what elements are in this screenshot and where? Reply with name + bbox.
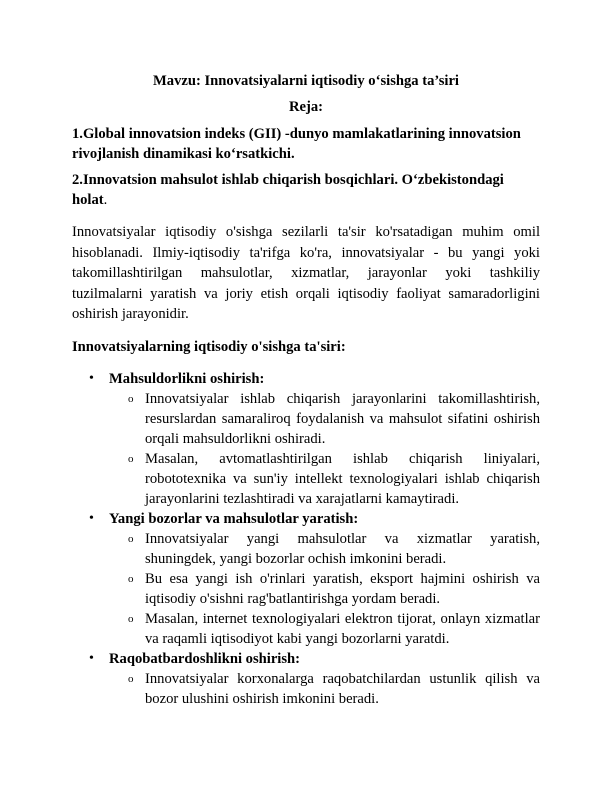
circle-bullet-icon: o xyxy=(128,572,134,585)
circle-bullet-icon: o xyxy=(128,452,134,465)
sub-list-item xyxy=(109,609,540,649)
plan-item-suffix: . xyxy=(103,192,108,208)
sub-list-item xyxy=(109,669,540,709)
document-body xyxy=(72,72,540,709)
sub-item-text: Masalan, internet texnologiyalari elektron tijorat, onlayn xizmatlar va raqamli iqtisodiyot kabi yangi bozorlarni yaratdi. xyxy=(145,610,540,647)
intro-paragraph: Innovatsiyalar iqtisodiy o'sishga sezilarli ta'sir ko'rsatadigan muhim omil hisoblanadi. Ilmiy-iqtisodiy ta'rifga ko'ra, innovatsiyalar - bu yangi yoki takomillashtirilgan mahsulotlar, xizmatlar, jarayonlar yoki tashkiliy tuzilmalarni yaratish va joriy etish orqali iqtisodiy faoliyat samaradorligini oshirish jarayonidir. xyxy=(72,224,540,322)
sub-list-item xyxy=(109,389,540,449)
sub-list-item xyxy=(109,529,540,569)
sub-list-item xyxy=(109,569,540,609)
bullet-item xyxy=(72,509,540,649)
sub-list-item xyxy=(109,449,540,509)
sub-item-text: Bu esa yangi ish o'rinlari yaratish, eksport hajmini oshirish va iqtisodiy o'sishni rag'batlantirishga yordam beradi. xyxy=(145,570,540,607)
plan-heading: Reja: xyxy=(288,99,324,115)
bullet-label: Yangi bozorlar va mahsulotlar yaratish: xyxy=(109,510,359,527)
sub-item-text: Innovatsiyalar korxonalarga raqobatchilardan ustunlik qilish va bozor ulushini oshirish imkonini beradi. xyxy=(145,670,540,707)
section-heading: Innovatsiyalarning iqtisodiy o'sishga ta'siri: xyxy=(72,338,346,355)
circle-bullet-icon: o xyxy=(128,672,134,685)
bullet-label: Mahsuldorlikni oshirish: xyxy=(109,370,265,387)
bullet-icon: • xyxy=(89,650,94,666)
bullet-item xyxy=(72,369,540,509)
sub-list xyxy=(109,529,540,649)
sub-list xyxy=(109,389,540,509)
sub-list xyxy=(109,669,540,709)
sub-item-text: Masalan, avtomatlashtirilgan ishlab chiqarish liniyalari, robototexnika va sun'iy intellekt texnologiyalari ishlab chiqarish jarayonlarini tezlashtiradi va xarajatlarni kamaytiradi. xyxy=(145,450,540,507)
circle-bullet-icon: o xyxy=(128,532,134,545)
plan-item xyxy=(72,124,540,164)
plan-item-text: 2.Innovatsion mahsulot ishlab chiqarish bosqichlari. O‘zbekistondagi holat xyxy=(72,172,504,208)
sub-item-text: Innovatsiyalar yangi mahsulotlar va xizmatlar yaratish, shuningdek, yangi bozorlar ochish imkonini beradi. xyxy=(145,530,540,567)
bullet-list xyxy=(72,369,540,709)
bullet-label: Raqobatbardoshlikni oshirish: xyxy=(109,650,301,667)
document-title: Mavzu: Innovatsiyalarni iqtisodiy o‘sishga ta’siri xyxy=(153,73,459,89)
circle-bullet-icon: o xyxy=(128,612,134,625)
sub-item-text: Innovatsiyalar ishlab chiqarish jarayonlarini takomillashtirish, resurslardan samaraliroq foydalanish va mahsulot sifatini oshirish orqali mahsuldorlikni oshiradi. xyxy=(145,390,540,447)
bullet-icon: • xyxy=(89,370,94,386)
bullet-item xyxy=(72,649,540,709)
plan-item xyxy=(72,170,540,210)
bullet-icon: • xyxy=(89,510,94,526)
plan-item-text: 1.Global innovatsion indeks (GII) -dunyo mamlakatlarining innovatsion rivojlanish dinamikasi ko‘rsatkichi. xyxy=(72,126,521,162)
circle-bullet-icon: o xyxy=(128,392,134,405)
